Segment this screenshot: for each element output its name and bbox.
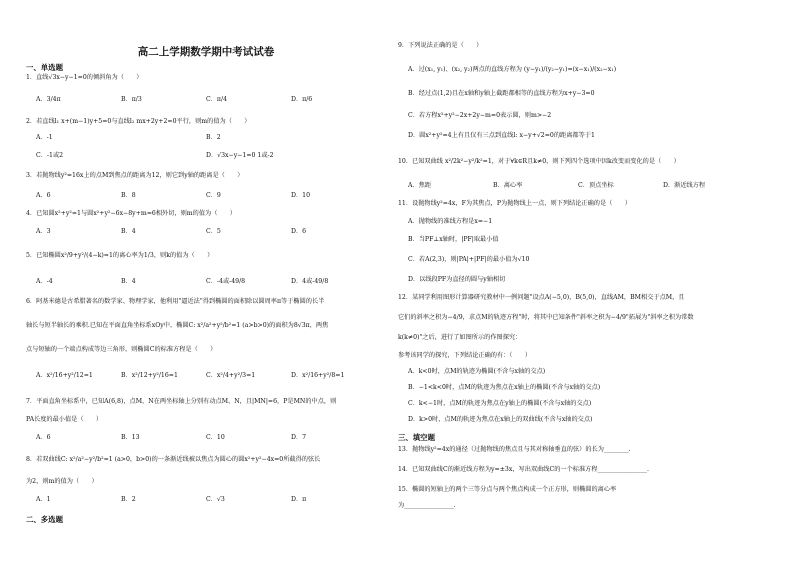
q11-stem: 11．设抛物线y²=4x，F为其焦点，P为抛物线上一点，则下列结论正确的是（ ） <box>398 200 631 207</box>
q12-option-d: D．k>0时，点M的轨迹为焦点在x轴上的双曲线(不含与x轴的交点) <box>408 416 593 423</box>
q12-line1: 12．某同学利用图形计算器研究教材中一例问题"设点A(−5,0)，B(5,0)，直线AM，BM相交于点M，且 <box>398 294 685 301</box>
q5-option-c: C．-4或-49/8 <box>206 278 246 285</box>
q1-option-a: A．3/4π <box>36 96 61 103</box>
q9-option-d: D．圆x²+y²=4上有且仅有三点到直线l: x−y+√2=0的距离都等于1 <box>408 132 595 139</box>
q7-option-b: B．13 <box>121 434 140 441</box>
q12-line2: 它们的斜率之积为−4/9，求点M的轨迹方程"时，将其中已知条件"斜率之积为−4/9"拓展为"斜率之积为常数 <box>398 314 694 321</box>
q9-option-a: A．过(x₁, y₁)、(x₂, y₂)两点的直线方程为 (y−y₁)/(y₂−y₁)=(x−x₁)/(x₂−x₁) <box>408 66 617 73</box>
q3-option-c: C．9 <box>206 192 221 199</box>
q10-option-c: C．顶点坐标 <box>578 182 614 189</box>
q12-option-b: B．−1<k<0时，点M的轨迹为焦点在x轴上的椭圆(不含与x轴的交点) <box>408 384 601 391</box>
q5-option-a: A．-4 <box>36 278 53 285</box>
q3-option-d: D．10 <box>291 192 311 199</box>
q3-option-b: B．8 <box>121 192 136 199</box>
q4-option-b: B．4 <box>121 228 136 235</box>
q6-options <box>36 372 376 380</box>
q15-line1: 15．椭圆的短轴上的两个三等分点与两个焦点构成一个正方形，则椭圆的离心率 <box>398 486 617 493</box>
q2-option-c: C．-1或2 <box>36 152 64 159</box>
q2-stem: 2．若直线l₁ x+(m−1)y+5=0与直线l₂ mx+2y+2=0平行，则m的值为（ ） <box>26 118 251 125</box>
q2-options-row1 <box>36 134 291 142</box>
q15-line2: 为________________. <box>398 502 456 509</box>
q12-option-a: A．k<0时，点M的轨迹为椭圆(不含与x轴的交点) <box>408 368 546 375</box>
q8-option-c: C．√3 <box>206 496 225 503</box>
q8-line2: 为2，则m的值为（ ） <box>26 478 98 485</box>
q8-option-a: A．1 <box>36 496 51 503</box>
q10-stem: 10．已知双曲线 x²/2k²−y²/k²=1，对于∀k∈R且k≠0，则下列四个选项中因k改变而变化的是（ ） <box>398 158 680 165</box>
q13-stem: 13．抛物线y²=4x的通径（过抛物线的焦点且与其对称轴垂直的弦）的长为________. <box>398 446 631 453</box>
q12-line4: 参考该同学的探究，下列结论正确的有：（ ） <box>398 352 532 359</box>
q10-option-d: D．渐近线方程 <box>663 182 706 189</box>
q2-option-d: D．√3x−y−1=0 1或-2 <box>206 152 274 159</box>
section-single-choice: 一、单选题 <box>26 63 63 72</box>
q1-option-c: C．π/4 <box>206 96 228 103</box>
q6-line2: 轴长与短半轴长的乘积.已知在平面直角坐标系xOy中，椭圆C: x²/a²+y²/b²=1 (a>b>0)的面积为8√3π，两焦 <box>26 322 329 329</box>
q6-option-d: D．x²/16+y²/8=1 <box>291 372 345 379</box>
section-multi-choice: 二、多选题 <box>26 515 63 524</box>
q10-options <box>408 182 748 190</box>
q8-option-b: B．2 <box>121 496 136 503</box>
q7-option-a: A．6 <box>36 434 51 441</box>
q5-option-d: D．4或-49/8 <box>291 278 329 285</box>
q12-line3: k(k≠0)"之后，进行了如图所示的作图探究： <box>398 334 522 341</box>
q8-option-d: D．π <box>291 496 307 503</box>
q6-line3: 点与短轴的一个端点构成等边三角形，则椭圆C的标准方程是（ ） <box>26 346 217 353</box>
q2-option-b: B．2 <box>206 134 221 141</box>
q10-option-a: A．焦距 <box>408 182 432 189</box>
q3-option-a: A．6 <box>36 192 51 199</box>
q6-option-c: C．x²/4+y²/3=1 <box>206 372 256 379</box>
q8-line1: 8．若双曲线C: x²/a²−y²/b²=1 (a>0，b>0)的一条渐近线被以焦点为圆心的圆x²+y²−4x=0所截得的弦长 <box>26 456 321 463</box>
q4-options <box>36 228 376 236</box>
q14-stem: 14．已知双曲线C的渐近线方程为y=±3x，写出双曲线C的一个标准方程________________. <box>398 466 649 473</box>
q7-line2: PA长度的最小值是（ ） <box>26 416 103 423</box>
q7-options <box>36 434 376 442</box>
q10-option-b: B．离心率 <box>493 182 523 189</box>
section-fill-blank: 三、填空题 <box>398 433 435 442</box>
q1-option-d: D．π/6 <box>291 96 313 103</box>
q7-option-d: D．7 <box>291 434 307 441</box>
q11-option-d: D．以线段PF为直径的圆与y轴相切 <box>408 276 506 283</box>
q6-option-b: B．x²/12+y²/16=1 <box>121 372 178 379</box>
q6-option-a: A．x²/16+y²/12=1 <box>36 372 93 379</box>
q3-stem: 3．若抛物线y²=16x上的点M到焦点的距离为12，则它到y轴的距离是（ ） <box>26 172 244 179</box>
q11-option-c: C．若A(2,3)，则|PA|+|PF|的最小值为√10 <box>408 256 530 263</box>
page-title: 高二上学期数学期中考试试卷 <box>137 46 275 58</box>
q4-option-d: D．6 <box>291 228 307 235</box>
q2-options-row2 <box>36 152 376 160</box>
q1-option-b: B．π/3 <box>121 96 142 103</box>
q4-option-a: A．3 <box>36 228 51 235</box>
q2-option-a: A．-1 <box>36 134 53 141</box>
q4-option-c: C．5 <box>206 228 221 235</box>
q9-stem: 9．下列说法正确的是（ ） <box>398 42 483 49</box>
q5-option-b: B．4 <box>121 278 136 285</box>
q8-options <box>36 496 376 504</box>
q12-option-c: C．k<−1时，点M的轨迹为焦点在y轴上的椭圆(不含与x轴的交点) <box>408 400 592 407</box>
q4-stem: 4．已知圆x²+y²=1与圆x²+y²−6x−8y+m=6相外切，则m的值为（ ） <box>26 210 236 217</box>
q9-option-c: C．若方程x²+y²−2x+2y−m=0表示圆，则m>−2 <box>408 112 552 119</box>
q5-stem: 5．已知椭圆x²/9+y²/(4−k)=1的离心率为1/3，则k的值为（ ） <box>26 252 214 259</box>
q5-options <box>36 278 376 286</box>
q11-option-b: B．当PF⊥x轴时，|PF|取最小值 <box>408 236 499 243</box>
q7-option-c: C．10 <box>206 434 225 441</box>
q7-line1: 7．平面直角坐标系中，已知A(6,8)，点M，N在两坐标轴上分别有动点M、N，且|MN|=6，P是MN的中点，则 <box>26 398 337 405</box>
q6-line1: 6．阿基米德是古希腊著名的数学家、物理学家，他利用"逼近法"得到椭圆的面积除以圆周率π等于椭圆的长半 <box>26 298 325 305</box>
q9-option-b: B．经过点(1,2)且在x轴和y轴上截距都相等的直线方程为x+y−3=0 <box>408 90 595 97</box>
q3-options <box>36 192 376 200</box>
q11-option-a: A．抛物线的准线方程是x=−1 <box>408 218 493 225</box>
q1-options <box>36 96 376 104</box>
q1-stem: 1．直线√3x−y−1=0的倾斜角为（ ） <box>26 74 143 81</box>
